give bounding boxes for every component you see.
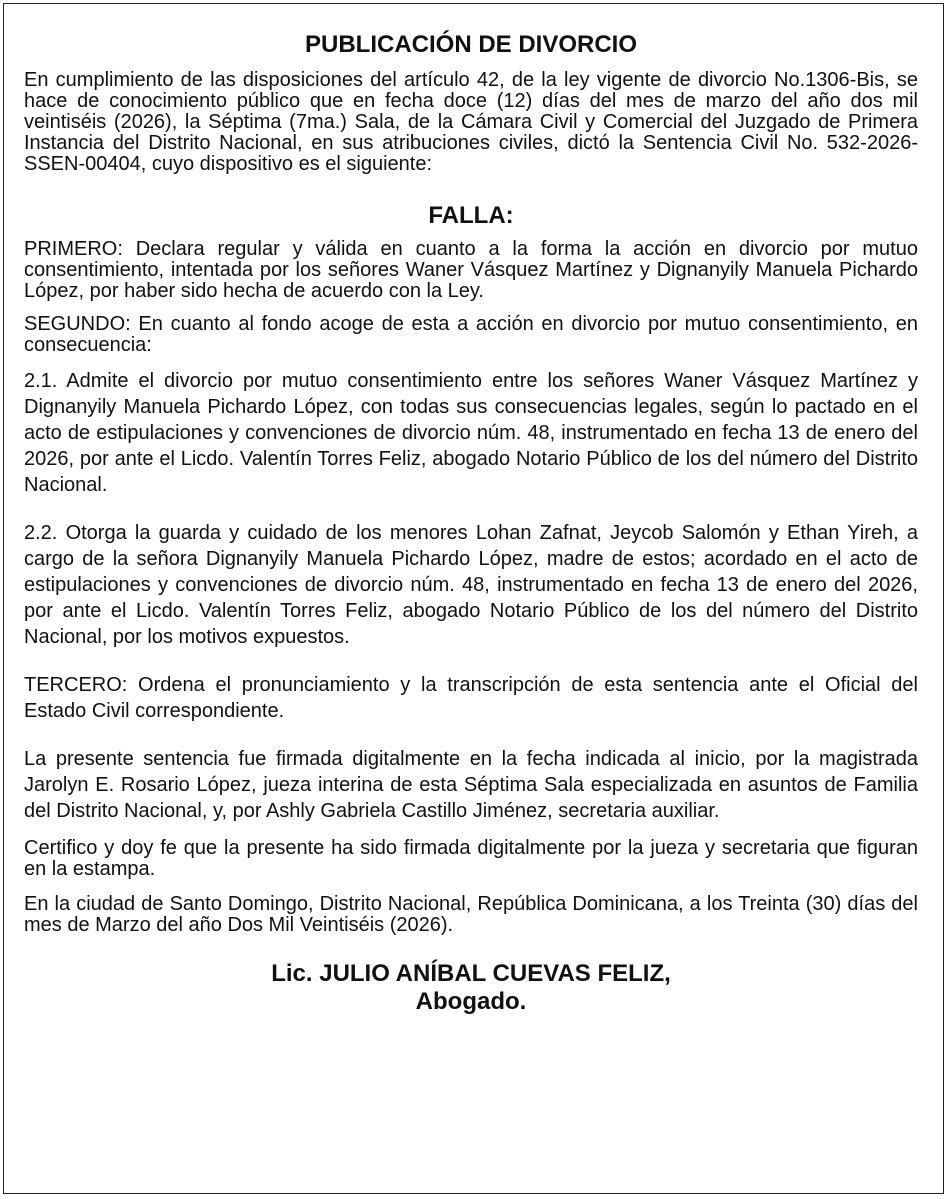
primero-paragraph: PRIMERO: Declara regular y válida en cuanto a la forma la acción en divorcio por mutuo consentimiento, intentada por los señores Waner Vásquez Martínez y Dignanyily Manuela Pichardo López, por haber sido hecha de acuerdo con la Ley. <box>24 238 918 302</box>
tercero-paragraph: TERCERO: Ordena el pronunciamiento y la transcripción de esta sentencia ante el Oficial del Estado Civil correspondiente. <box>24 674 918 722</box>
publication-body <box>24 30 918 1016</box>
ciudad-paragraph: En la ciudad de Santo Domingo, Distrito Nacional, República Dominicana, a los Treinta (30) días del mes de Marzo del año Dos Mil Veintiséis (2026). <box>24 893 918 936</box>
signer-role: Abogado. <box>415 988 527 1015</box>
signer-name: Lic. JULIO ANÍBAL CUEVAS FELIZ, <box>271 960 671 987</box>
document-title: PUBLICACIÓN DE DIVORCIO <box>304 31 637 58</box>
certifico-paragraph: Certifico y doy fe que la presente ha sido firmada digitalmente por la jueza y secretaria que figuran en la estampa. <box>24 837 918 880</box>
firma-digital-paragraph: La presente sentencia fue firmada digitalmente en la fecha indicada al inicio, por la magistrada Jarolyn E. Rosario López, jueza interina de esta Séptima Sala especializada en asuntos de Familia del Distrito Nacional, y, por Ashly Gabriela Castillo Jiménez, secretaria auxiliar. <box>24 748 918 822</box>
falla-heading: FALLA: <box>428 202 514 229</box>
intro-paragraph: En cumplimiento de las disposiciones del artículo 42, de la ley vigente de divorcio No.1306-Bis, se hace de conocimiento público que en fecha doce (12) días del mes de marzo del año dos mil veintiséis (2026), la Séptima (7ma.) Sala, de la Cámara Civil y Comercial del Juzgado de Primera Instancia del Distrito Nacional, en sus atribuciones civiles, dictó la Sentencia Civil No. 532-2026-SSEN-00404, cuyo dispositivo es el siguiente: <box>24 69 918 175</box>
item-2-2-paragraph: 2.2. Otorga la guarda y cuidado de los menores Lohan Zafnat, Jeycob Salomón y Ethan Yireh, a cargo de la señora Dignanyily Manuela Pichardo López, madre de estos; acordado en el acto de estipulaciones y convenciones de divorcio núm. 48, instrumentado en fecha 13 de enero del 2026, por ante el Licdo. Valentín Torres Feliz, abogado Notario Público de los del número del Distrito Nacional, por los motivos expuestos. <box>24 522 918 648</box>
item-2-1-paragraph: 2.1. Admite el divorcio por mutuo consentimiento entre los señores Waner Vásquez Martínez y Dignanyily Manuela Pichardo López, con todas sus consecuencias legales, según lo pactado en el acto de estipulaciones y convenciones de divorcio núm. 48, instrumentado en fecha 13 de enero del 2026, por ante el Licdo. Valentín Torres Feliz, abogado Notario Público de los del número del Distrito Nacional. <box>24 370 918 496</box>
signature-block <box>24 960 918 1016</box>
segundo-paragraph: SEGUNDO: En cuanto al fondo acoge de esta a acción en divorcio por mutuo consentimiento, en consecuencia: <box>24 313 918 356</box>
